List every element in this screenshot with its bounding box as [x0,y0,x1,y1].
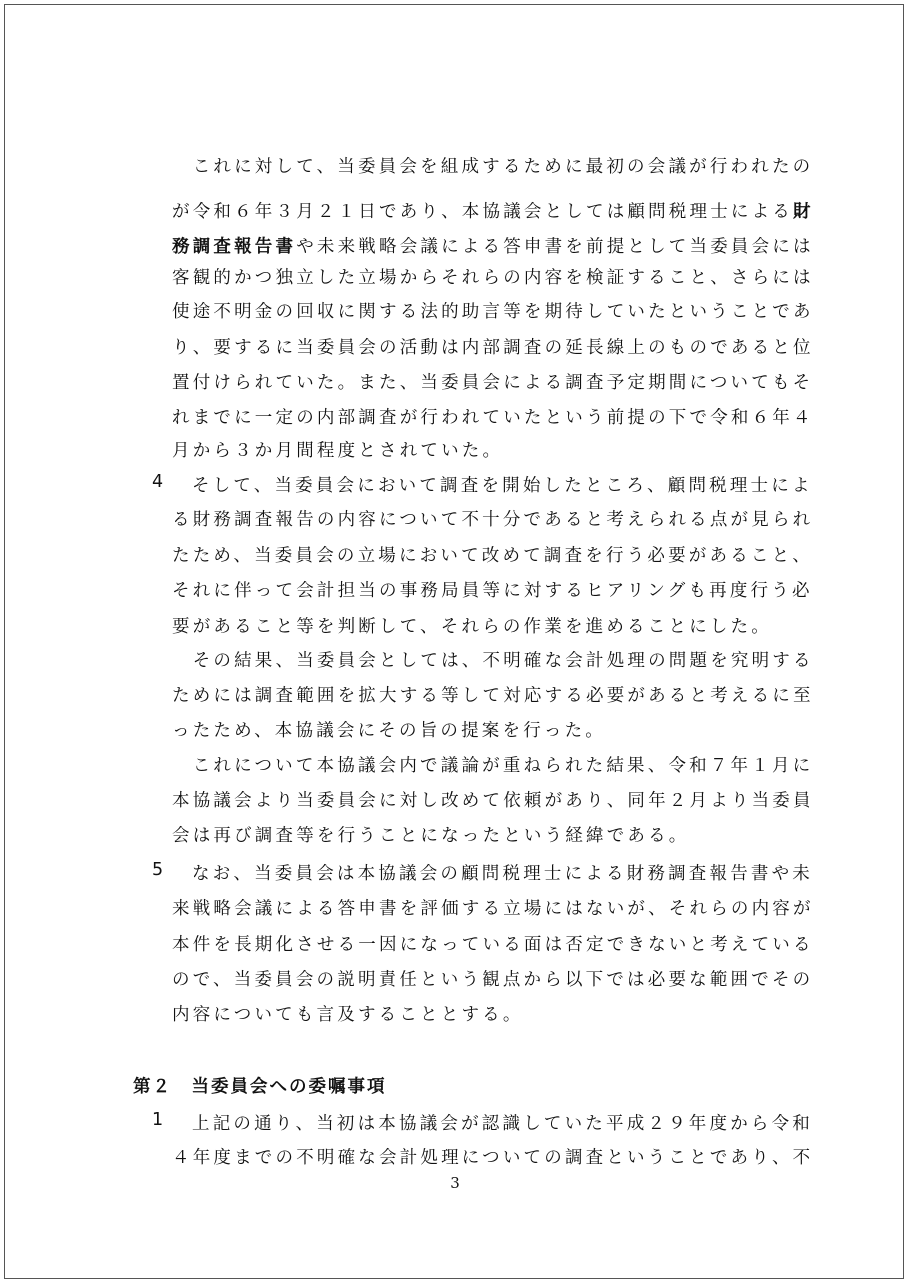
text-line: 来戦略会議による答申書を評価する立場にはないが、それらの内容が [172,899,814,919]
text-line: れまでに一定の内部調査が行われていたという前提の下で令和６年４ [172,408,814,428]
item-number: 1 [152,1110,164,1130]
page-number: 3 [450,1174,460,1192]
text-line: 月から３か月間程度とされていた。 [172,441,504,461]
bold-text: 務調査報告書 [172,237,297,257]
text-line: ４年度までの不明確な会計処理についての調査ということであり、不 [172,1148,814,1168]
text-line: たため、当委員会の立場において改めて調査を行う必要があること、 [172,546,813,566]
text-segment: や未来戦略会議による答申書を前提として当委員会には [296,237,814,257]
text-line: これに対して、当委員会を組成するために最初の会議が行われたの [172,157,814,177]
text-line: なお、当委員会は本協議会の顧問税理士による財務調査報告書や未 [192,864,813,884]
text-line: 置付けられていた。また、当委員会による調査予定期間についてもそ [172,373,814,393]
bold-text: 財 [793,202,814,222]
section-heading: 第２ 当委員会への委嘱事項 [133,1077,387,1097]
text-line: 会は再び調査等を行うことになったという経緯である。 [172,826,690,846]
text-line: り、要するに当委員会の活動は内部調査の延長線上のものであると位 [172,338,814,358]
text-line: ためには調査範囲を拡大する等して対応する必要があると考えるに至 [172,686,814,706]
text-line: それに伴って会計担当の事務局員等に対するヒアリングも再度行う必 [172,581,813,601]
text-line: 本協議会より当委員会に対し改めて依頼があり、同年２月より当委員 [172,791,814,811]
text-line: そして、当委員会において調査を開始したところ、顧問税理士によ [192,476,813,496]
text-line: ったため、本協議会にその旨の提案を行った。 [172,721,606,741]
item-number: 4 [152,472,164,492]
text-line: ので、当委員会の説明責任という観点から以下では必要な範囲でその [172,970,814,990]
text-line: 上記の通り、当初は本協議会が認識していた平成２９年度から令和 [192,1114,813,1134]
item-number: 5 [152,860,164,880]
text-line: その結果、当委員会としては、不明確な会計処理の問題を究明する [172,651,814,671]
text-line: 客観的かつ独立した立場からそれらの内容を検証すること、さらには [172,268,814,288]
text-segment: が令和６年３月２１日であり、本協議会としては顧問税理士による [172,202,793,222]
text-line: る財務調査報告の内容について不十分であると考えられる点が見られ [172,510,814,530]
text-line: これについて本協議会内で議論が重ねられた結果、令和７年１月に [172,756,814,776]
text-line: 本件を長期化させる一因になっている面は否定できないと考えている [172,935,814,955]
text-line [172,198,814,223]
text-line: 要があること等を判断して、それらの作業を進めることにした。 [172,617,772,637]
text-line: 使途不明金の回収に関する法的助言等を期待していたということであ [172,302,814,322]
text-line [172,233,814,258]
text-line: 内容についても言及することとする。 [172,1005,524,1025]
